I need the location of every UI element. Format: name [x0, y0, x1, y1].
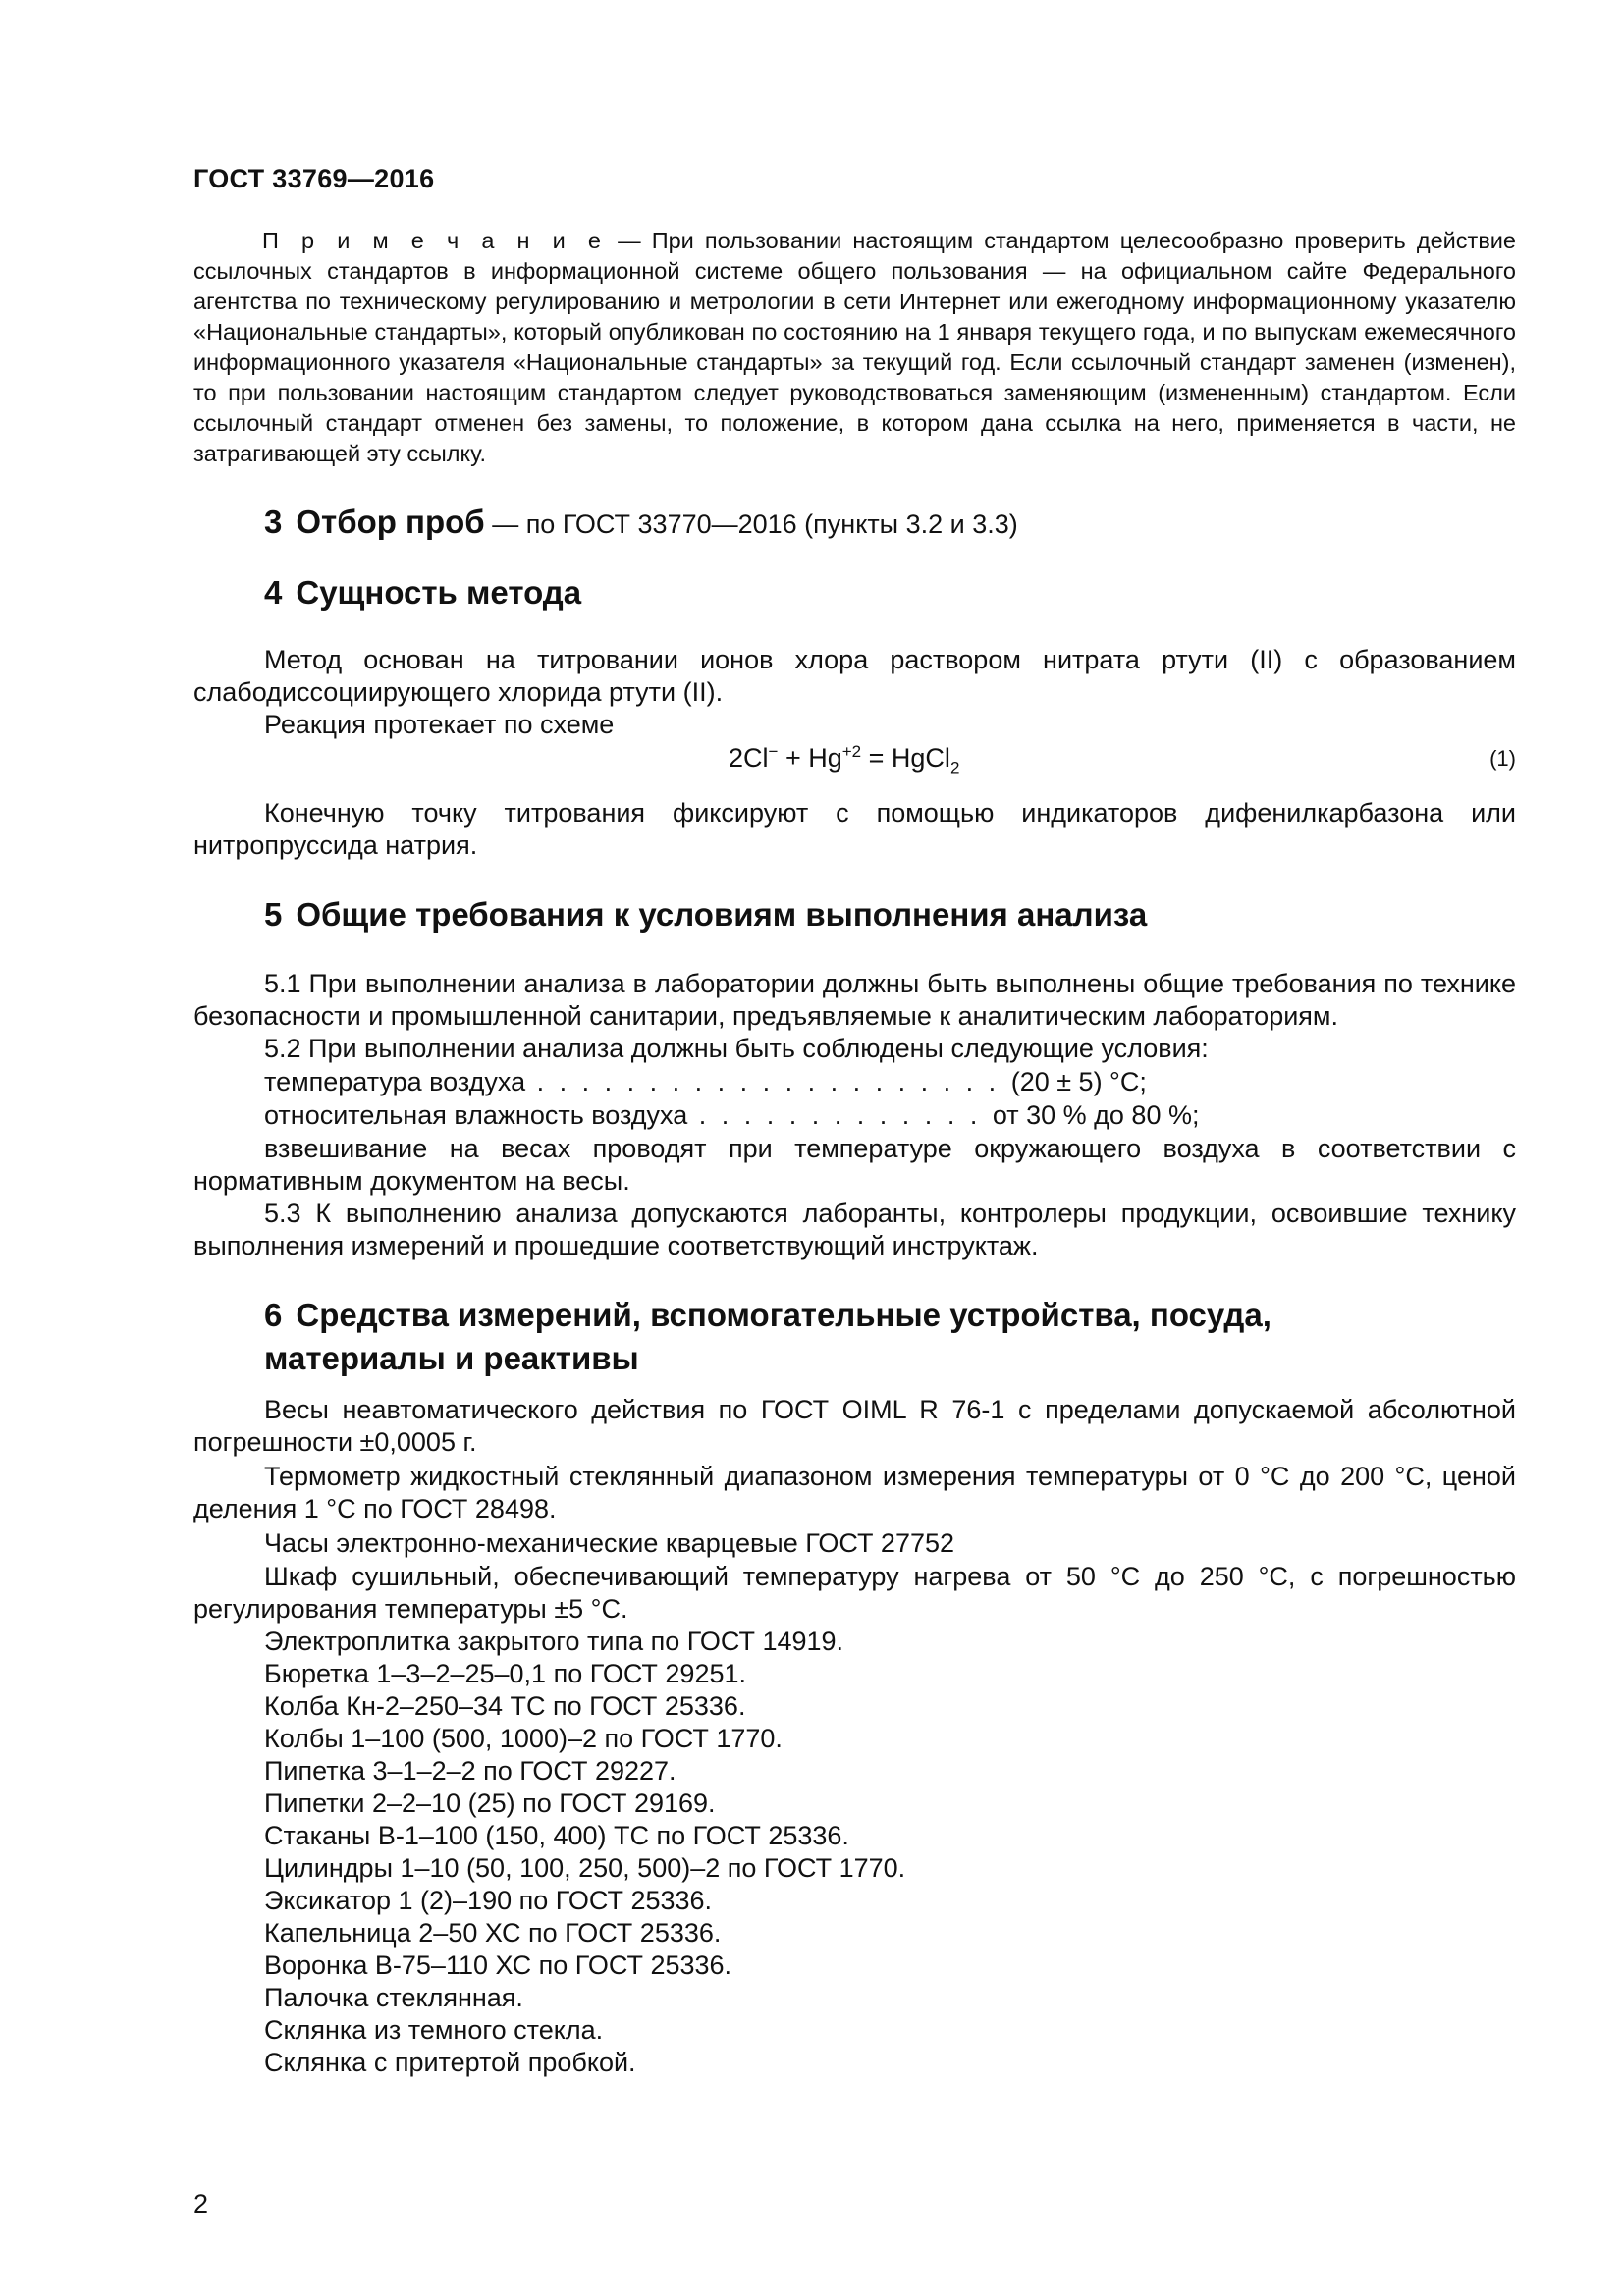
formula-sup: +2 — [841, 742, 862, 761]
section-title: Отбор проб — [296, 504, 485, 540]
paragraph: Реакция протекает по схеме — [264, 710, 615, 739]
note-paragraph — [193, 226, 1516, 469]
condition-humidity — [264, 1099, 1516, 1132]
formula-part: = HgCl — [861, 743, 950, 773]
formula-part: 2Cl — [729, 743, 769, 773]
condition-label: относительная влажность воздуха — [264, 1100, 688, 1130]
section-number: 5 — [264, 896, 283, 933]
list-item: Колба Кн-2–250–34 ТС по ГОСТ 25336. — [264, 1691, 746, 1721]
paragraph: Метод основан на титровании ионов хлора раствором нитрата ртути (II) с образованием слабодиссоциирующего хлорида ртути (II). — [193, 645, 1516, 707]
paragraph: Термометр жидкостный стеклянный диапазоном измерения температуры от 0 °С до 200 °С, ценой деления 1 °С по ГОСТ 28498. — [193, 1462, 1516, 1523]
list-item: Стаканы В-1–100 (150, 400) ТС по ГОСТ 25336. — [264, 1821, 849, 1850]
paragraph: 5.3 К выполнению анализа допускаются лаборанты, контролеры продукции, освоившие технику выполнения измерений и прошедшие соответствующий инструктаж. — [193, 1199, 1516, 1260]
formula-number: (1) — [1489, 746, 1516, 771]
paragraph: Часы электронно-механические кварцевые ГОСТ 27752 — [264, 1528, 955, 1558]
paragraph: Конечную точку титрования фиксируют с помощью индикаторов дифенилкарбазона или нитропруссида натрия. — [193, 798, 1516, 860]
section-reference: — по ГОСТ 33770—2016 (пункты 3.2 и 3.3) — [484, 509, 1018, 539]
condition-value: от 30 % до 80 %; — [992, 1100, 1200, 1130]
section-6-heading — [264, 1294, 1271, 1380]
section-number: 4 — [264, 574, 283, 611]
list-item: Пипетка 3–1–2–2 по ГОСТ 29227. — [264, 1756, 676, 1786]
paragraph: взвешивание на весах проводят при температуре окружающего воздуха в соответствии с нормативным документом на весы. — [193, 1134, 1516, 1196]
section-number: 6 — [264, 1297, 283, 1333]
section-title: Сущность метода — [296, 574, 582, 611]
condition-temperature — [264, 1066, 1516, 1098]
section-title: материалы и реактивы — [264, 1340, 639, 1376]
list-item: Колбы 1–100 (500, 1000)–2 по ГОСТ 1770. — [264, 1724, 783, 1753]
document-header-id: ГОСТ 33769—2016 — [193, 164, 435, 193]
page-number: 2 — [193, 2189, 209, 2218]
list-item: Эксикатор 1 (2)–190 по ГОСТ 25336. — [264, 1886, 713, 1915]
section-3-heading — [264, 501, 1018, 546]
list-item: Электроплитка закрытого типа по ГОСТ 14919. — [264, 1627, 844, 1656]
chemical-formula — [729, 742, 959, 777]
leader-dots: . . . . . . . . . . . . . — [687, 1100, 993, 1130]
paragraph: Весы неавтоматического действия по ГОСТ OIML R 76-1 с пределами допускаемой абсолютной погрешности ±0,0005 г. — [193, 1395, 1516, 1457]
paragraph: Шкаф сушильный, обеспечивающий температуру нагрева от 50 °С до 250 °С, с погрешностью регулирования температуры ±5 °С. — [193, 1562, 1516, 1624]
paragraph: 5.2 При выполнении анализа должны быть соблюдены следующие условия: — [264, 1034, 1209, 1063]
section-title: Средства измерений, вспомогательные устройства, посуда, — [296, 1297, 1271, 1333]
list-item: Капельница 2–50 ХС по ГОСТ 25336. — [264, 1918, 722, 1948]
list-item: Склянка с притертой пробкой. — [264, 2048, 636, 2077]
note-label: П р и м е ч а н и е — [262, 228, 607, 253]
formula-sup: − — [768, 742, 779, 761]
paragraph: 5.1 При выполнении анализа в лаборатории должны быть выполнены общие требования по технике безопасности и промышленной санитарии, предъявляемые к аналитическим лабораториям. — [193, 969, 1516, 1031]
list-item: Цилиндры 1–10 (50, 100, 250, 500)–2 по ГОСТ 1770. — [264, 1853, 906, 1883]
note-text: — При пользовании настоящим стандартом целесообразно проверить действие ссылочных стандартов в информационной системе общего пользования — на официальном сайте Федерального агентства по техническому регулированию и метрологии в сети Интернет или ежегодному информационному указателю «Национальные стандарты», который опубликован по состоянию на 1 января текущего года, и по выпускам ежемесячного информационного указателя «Национальные стандарты» за текущий год. Если ссылочный стандарт заменен (изменен), то при пользовании настоящим стандартом следует руководствоваться заменяющим (измененным) стандартом. Если ссылочный стандарт отменен без замены, то положение, в котором дана ссылка на него, применяется в части, не затрагивающей эту ссылку. — [193, 228, 1516, 466]
section-number: 3 — [264, 504, 283, 540]
leader-dots: . . . . . . . . . . . . . . . . . . . . . — [525, 1067, 1011, 1096]
list-item: Палочка стеклянная. — [264, 1983, 523, 2012]
list-item: Пипетки 2–2–10 (25) по ГОСТ 29169. — [264, 1789, 716, 1818]
section-4-heading — [264, 571, 581, 614]
formula-sub: 2 — [949, 758, 960, 777]
list-item: Воронка В-75–110 ХС по ГОСТ 25336. — [264, 1950, 732, 1980]
condition-label: температура воздуха — [264, 1067, 526, 1096]
equipment-list — [264, 1626, 1516, 2079]
formula-part: + Hg — [778, 743, 842, 773]
list-item: Бюретка 1–3–2–25–0,1 по ГОСТ 29251. — [264, 1659, 746, 1688]
condition-value: (20 ± 5) °С; — [1010, 1067, 1147, 1096]
section-5-heading — [264, 893, 1147, 936]
section-title: Общие требования к условиям выполнения анализа — [296, 896, 1148, 933]
list-item: Склянка из темного стекла. — [264, 2015, 604, 2045]
